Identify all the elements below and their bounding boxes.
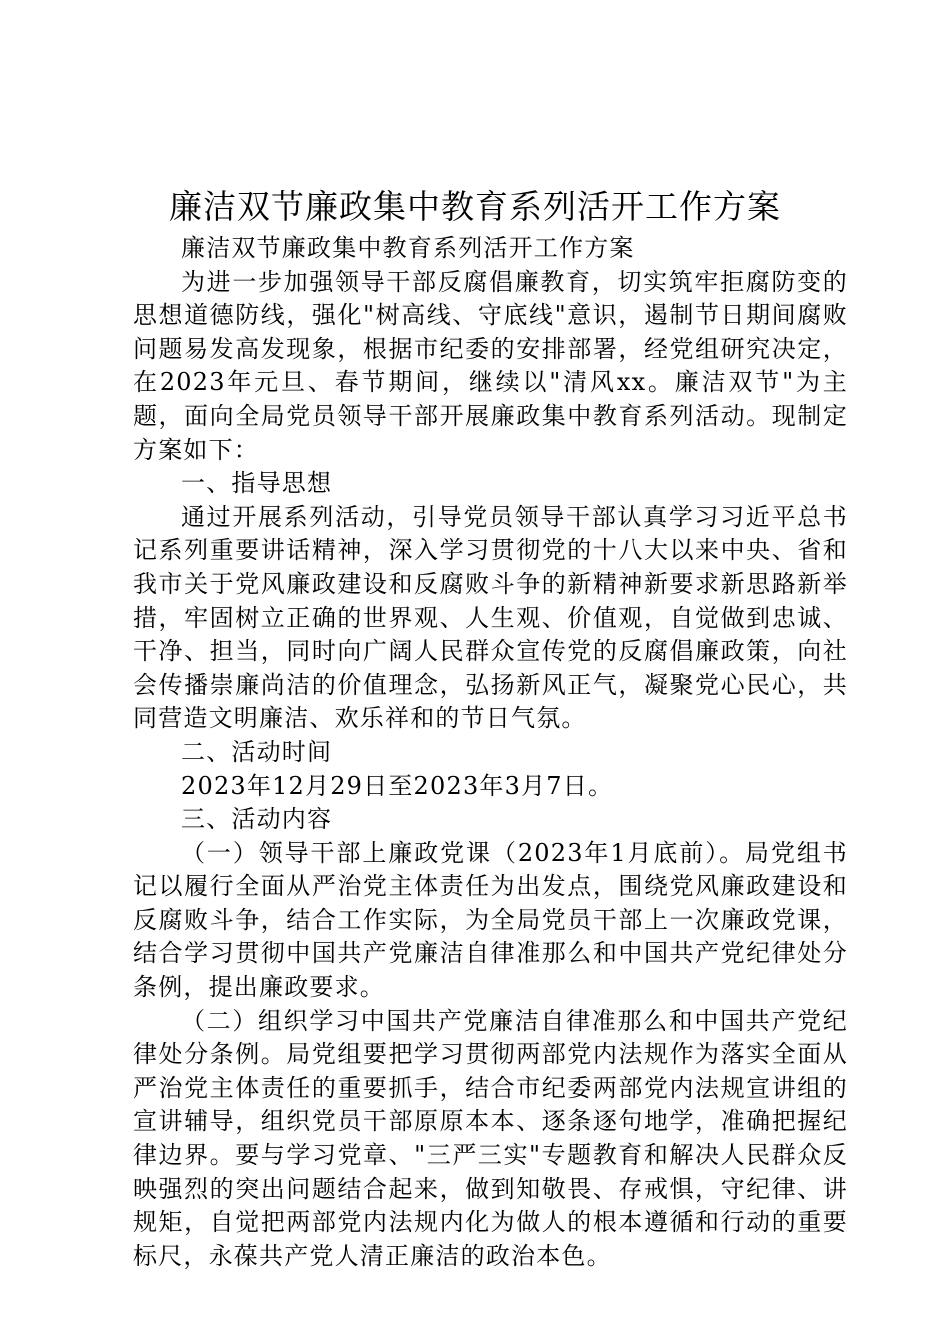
document-title: 廉洁双节廉政集中教育系列活开工作方案 <box>169 187 781 226</box>
document-body <box>133 232 848 1273</box>
guiding-thought-paragraph: 通过开展系列活动，引导党员领导干部认真学习习近平总书记系列重要讲话精神，深入学习贯彻党的十八大以来中央、省和我市关于党风廉政建设和反腐败斗争的新精神新要求新思路新举措，牢固树立正确的世界观、人生观、价值观，自觉做到忠诚、干净、担当，同时向广阔人民群众宣传党的反腐倡廉政策，向社会传播崇廉尚洁的价值理念，弘扬新风正气，凝聚党心民心，共同营造文明廉洁、欢乐祥和的节日气氛。 <box>133 502 848 733</box>
activity-content-item-1: （一）领导干部上廉政党课（2023年1月底前）。局党组书记以履行全面从严治党主体责任为出发点，围绕党风廉政建设和反腐败斗争，结合工作实际，为全局党员干部上一次廉政党课，结合学习贯彻中国共产党廉洁自律准那么和中国共产党纪律处分条例，提出廉政要求。 <box>133 838 848 1002</box>
intro-paragraph: 为进一步加强领导干部反腐倡廉教育，切实筑牢拒腐防变的思想道德防线，强化"树高线、守底线"意识，遏制节日期间腐败问题易发高发现象，根据市纪委的安排部署，经党组研究决定，在2023年元旦、春节期间，继续以"清风xx。廉洁双节"为主题，面向全局党员领导干部开展廉政集中教育系列活动。现制定方案如下： <box>133 267 848 464</box>
section-heading-guiding-thought: 一、指导思想 <box>181 469 333 498</box>
section-heading-activity-content: 三、活动内容 <box>181 805 333 834</box>
subtitle-paragraph: 廉洁双节廉政集中教育系列活开工作方案 <box>181 234 635 262</box>
activity-time-paragraph: 2023年12月29日至2023年3月7日。 <box>181 771 614 800</box>
section-heading-activity-time: 二、活动时间 <box>181 737 333 766</box>
activity-content-item-2: （二）组织学习中国共产党廉洁自律准那么和中国共产党纪律处分条例。局党组要把学习贯彻两部党内法规作为落实全面从严治党主体责任的重要抓手，结合市纪委两部党内法规宣讲组的宣讲辅导，组织党员干部原原本本、逐条逐句地学，准确把握纪律边界。要与学习党章、"三严三实"专题教育和解决人民群众反映强烈的突出问题结合起来，做到知敬畏、存戒惧，守纪律、讲规矩，自觉把两部党内法规内化为做人的根本遵循和行动的重要标尺，永葆共产党人清正廉洁的政治本色。 <box>133 1006 848 1270</box>
